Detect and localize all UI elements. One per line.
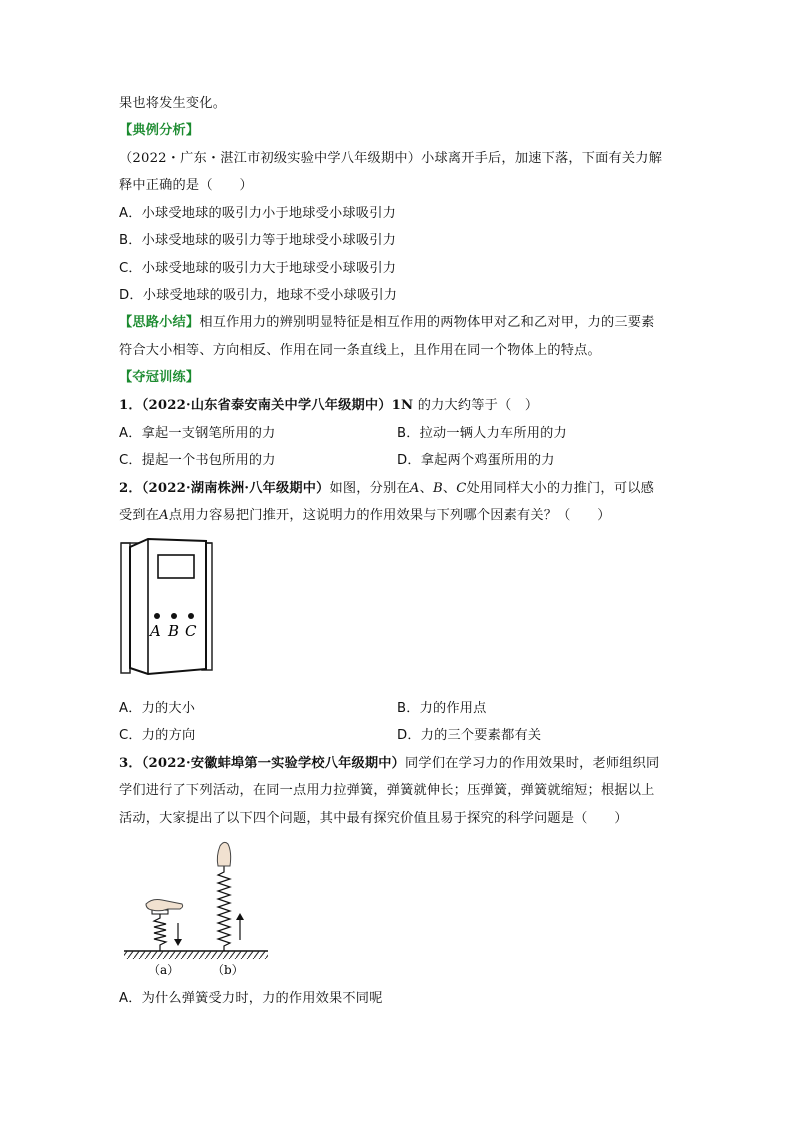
point-a-dot — [154, 613, 160, 619]
q1-options-row1 — [119, 425, 567, 443]
example-stem-line2: 释中正确的是（ ） — [119, 178, 253, 193]
intro-tail: 果也将发生变化。 — [119, 96, 227, 111]
q1-options-row2 — [119, 452, 555, 470]
spring-figure — [122, 838, 272, 980]
q3-source: （2022·安徽蚌埠第一实验学校八年级期中） — [141, 756, 406, 771]
q3-number: 3． — [119, 756, 142, 771]
q1-option-d: D．拿起两个鸡蛋所用的力 — [397, 453, 555, 468]
q1-option-c: C．提起一个书包所用的力 — [119, 453, 276, 468]
spring-label-a: （a） — [148, 963, 180, 977]
q2-line2-b: 点用力容易把门推开，这说明力的作用效果与下列哪个因素有关？（ ） — [168, 508, 611, 523]
q1-unit: 1N — [391, 398, 414, 413]
door-figure — [118, 537, 218, 677]
example-option-b: B．小球受地球的吸引力等于地球受小球吸引力 — [119, 233, 396, 248]
example-option-c: C．小球受地球的吸引力大于地球受小球吸引力 — [119, 261, 397, 276]
q1-stem — [119, 397, 538, 415]
q2-option-d: D．力的三个要素都有关 — [397, 728, 542, 743]
example-stem-line1: （2022・广东・湛江市初级实验中学八年级期中）小球离开手后，加速下落，下面有关力解 — [119, 151, 663, 166]
q2-line2-point: A — [159, 508, 169, 523]
q3-text1: 同学们在学习力的作用效果时，老师组织同 — [405, 756, 660, 771]
hand-pull-icon — [217, 842, 230, 866]
q2-text-b: 处用同样大小的力推门，可以感 — [466, 481, 654, 496]
q2-point-c: C — [456, 481, 467, 496]
q3-stem-line3: 活动，大家提出了以下四个问题，其中最有探究价值且易于探究的科学问题是（ ） — [119, 811, 628, 826]
q2-stem-line2 — [119, 507, 611, 525]
example-option-d: D．小球受地球的吸引力，地球不受小球吸引力 — [119, 288, 398, 303]
q2-line2-a: 受到在 — [119, 508, 160, 523]
spring-label-b: （b） — [212, 963, 244, 977]
q2-source: （2022·湖南株洲·八年级期中） — [141, 481, 330, 496]
summary-text1: 相互作用力的辨别明显特征是相互作用的两物体甲对乙和乙对甲，力的三要素 — [199, 315, 655, 330]
q2-option-b: B．力的作用点 — [397, 701, 487, 716]
q2-sep2: 、 — [442, 481, 457, 496]
q2-option-c: C．力的方向 — [119, 728, 196, 743]
q1-source: （2022·山东省泰安南关中学八年级期中） — [141, 398, 392, 413]
hand-press-icon — [146, 900, 183, 911]
summary-heading: 【思路小结】 — [119, 315, 200, 330]
q2-options-row1 — [119, 700, 487, 718]
point-c-dot — [188, 613, 194, 619]
summary-line2: 符合大小相等、方向相反、作用在同一条直线上，且作用在同一个物体上的特点。 — [119, 343, 601, 358]
q1-option-b: B．拉动一辆人力车所用的力 — [397, 426, 567, 441]
q3-stem-line2: 学们进行了下列活动，在同一点用力拉弹簧，弹簧就伸长；压弹簧，弹簧就缩短；根据以上 — [119, 783, 655, 798]
training-heading: 【夺冠训练】 — [119, 370, 200, 385]
arrow-down-icon — [174, 939, 182, 946]
point-b-dot — [171, 613, 177, 619]
spring-a — [154, 914, 166, 951]
summary-line1 — [119, 314, 655, 332]
q2-options-row2 — [119, 727, 542, 745]
q2-point-b: B — [432, 481, 443, 496]
q2-text-a: 如图，分别在 — [329, 481, 410, 496]
q1-text: 的力大约等于（ ） — [417, 398, 539, 413]
spring-b — [218, 866, 230, 951]
door-frame-left — [121, 543, 130, 673]
door-label-c: C — [185, 622, 197, 640]
example-heading: 【典例分析】 — [119, 123, 200, 138]
q2-stem-line1 — [119, 480, 654, 498]
ground-hatch — [124, 951, 268, 959]
q3-option-a: A．为什么弹簧受力时，力的作用效果不同呢 — [119, 991, 383, 1006]
arrow-up-icon — [236, 913, 244, 920]
example-option-a: A．小球受地球的吸引力小于地球受小球吸引力 — [119, 206, 396, 221]
q3-stem-line1 — [119, 755, 659, 773]
q2-point-a: A — [409, 481, 420, 496]
q2-sep1: 、 — [419, 481, 433, 496]
q1-option-a: A．拿起一支钢笔所用的力 — [119, 426, 276, 441]
door-label-b: B — [168, 622, 180, 640]
q2-option-a: A．力的大小 — [119, 701, 196, 716]
q2-number: 2． — [119, 481, 142, 496]
q1-number: 1． — [119, 398, 142, 413]
door-label-a: A — [150, 622, 161, 640]
